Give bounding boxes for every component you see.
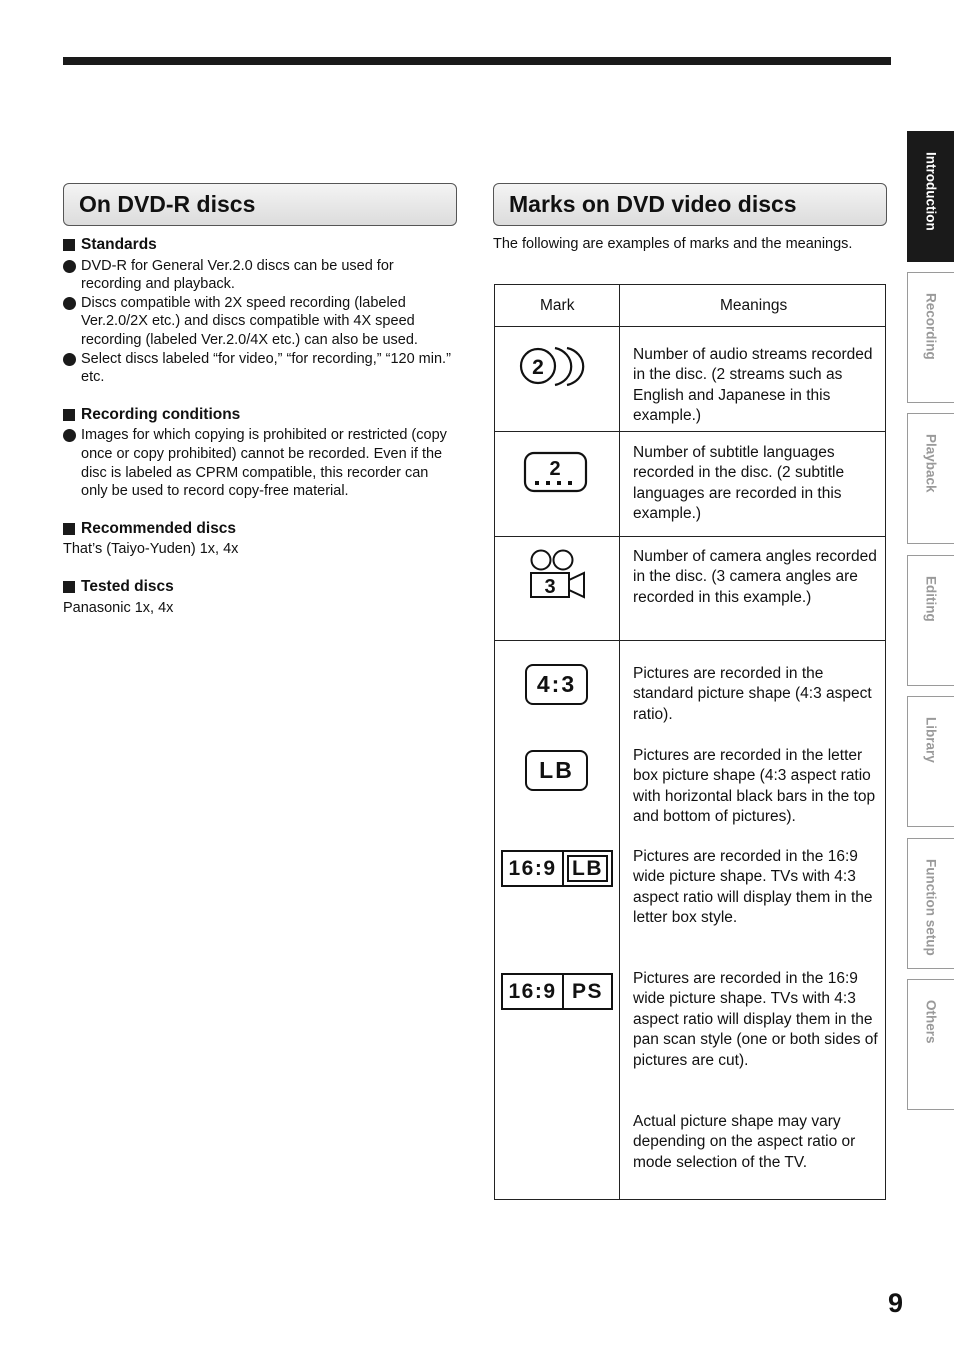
square-bullet-icon xyxy=(63,409,75,421)
subtitle-languages-icon xyxy=(523,451,589,500)
tab-function-setup[interactable]: Function setup xyxy=(907,838,954,969)
square-bullet-icon xyxy=(63,581,75,593)
tab-others[interactable]: Others xyxy=(907,979,954,1110)
letterbox-icon: LB xyxy=(525,750,588,791)
subtitle-languages-count: 2 xyxy=(549,458,561,480)
list-item: DVD-R for General Ver.2.0 discs can be used for recording and playback. xyxy=(63,257,453,294)
top-rule xyxy=(63,57,891,65)
audio-streams-icon xyxy=(517,344,597,395)
recording-conditions-heading: Recording conditions xyxy=(63,406,453,425)
list-item: Images for which copying is prohibited or restricted (copy once or copy prohibited) cannot be recorded. Even if the disc is labeled as CPRM compatible, this recorder can only be used to record copy-free material. xyxy=(63,426,453,500)
round-bullet-icon xyxy=(63,260,76,273)
dvd-r-section xyxy=(63,236,453,617)
aspect-4-3-meaning: Pictures are recorded in the standard picture shape (4:3 aspect ratio). xyxy=(633,665,872,723)
audio-streams-meaning: Number of audio streams recorded in the disc. (2 streams such as English and Japanese in this example.) xyxy=(633,346,873,425)
recommended-discs-text: That’s (Taiyo-Yuden) 1x, 4x xyxy=(63,541,239,558)
recommended-discs-heading: Recommended discs xyxy=(63,520,453,539)
column-header-mark: Mark xyxy=(540,297,575,314)
camera-angles-count: 3 xyxy=(544,576,556,598)
letterbox-meaning: Pictures are recorded in the letter box picture shape (4:3 aspect ratio with horizontal black bars in the top and bottom of pictures). xyxy=(633,747,876,826)
tested-discs-text: Panasonic 1x, 4x xyxy=(63,599,174,616)
round-bullet-icon xyxy=(63,297,76,310)
round-bullet-icon xyxy=(63,429,76,442)
tab-recording[interactable]: Recording xyxy=(907,272,954,403)
square-bullet-icon xyxy=(63,239,75,251)
tab-introduction[interactable]: Introduction xyxy=(907,131,954,262)
square-bullet-icon xyxy=(63,523,75,535)
marks-intro: The following are examples of marks and the meanings. xyxy=(493,236,853,252)
wide-16-9-lb-icon: 16:9 LB xyxy=(501,850,613,887)
tab-playback[interactable]: Playback xyxy=(907,413,954,544)
list-item: Select discs labeled “for video,” “for recording,” “120 min.” etc. xyxy=(63,350,453,387)
tab-editing[interactable]: Editing xyxy=(907,555,954,686)
column-header-meanings: Meanings xyxy=(720,297,788,314)
marks-table xyxy=(494,284,886,1200)
section-title-dvd-r: On DVD-R discs xyxy=(63,183,457,226)
tab-library[interactable]: Library xyxy=(907,696,954,827)
audio-streams-count: 2 xyxy=(532,356,544,379)
list-item: Discs compatible with 2X speed recording (labeled Ver.2.0/2X etc.) and discs compatible with 4X speed recording (labeled Ver.2.0/4X etc.) can also be used. xyxy=(63,294,453,350)
standards-heading: Standards xyxy=(63,236,453,255)
page-number: 9 xyxy=(888,1288,904,1318)
wide-16-9-ps-icon: 16:9 PS xyxy=(501,973,613,1010)
camera-angles-meaning: Number of camera angles recorded in the disc. (3 camera angles are recorded in this example.) xyxy=(633,548,877,606)
round-bullet-icon xyxy=(63,353,76,366)
subtitle-languages-meaning: Number of subtitle languages recorded in the disc. (2 subtitle languages are recorded in this example.) xyxy=(633,444,845,523)
tested-discs-heading: Tested discs xyxy=(63,578,453,597)
camera-angles-icon xyxy=(529,549,591,606)
section-title-marks: Marks on DVD video discs xyxy=(493,183,887,226)
aspect-4-3-icon: 4:3 xyxy=(525,664,588,705)
wide-16-9-ps-meaning: Pictures are recorded in the 16:9 wide picture shape. TVs with 4:3 aspect ratio will display them in the pan scan style (one or both sides of pictures are cut). xyxy=(633,970,878,1069)
wide-16-9-lb-meaning: Pictures are recorded in the 16:9 wide picture shape. TVs with 4:3 aspect ratio will display them in the letter box style. xyxy=(633,848,873,927)
aspect-note: Actual picture shape may vary depending on the aspect ratio or mode selection of the TV. xyxy=(633,1113,856,1171)
